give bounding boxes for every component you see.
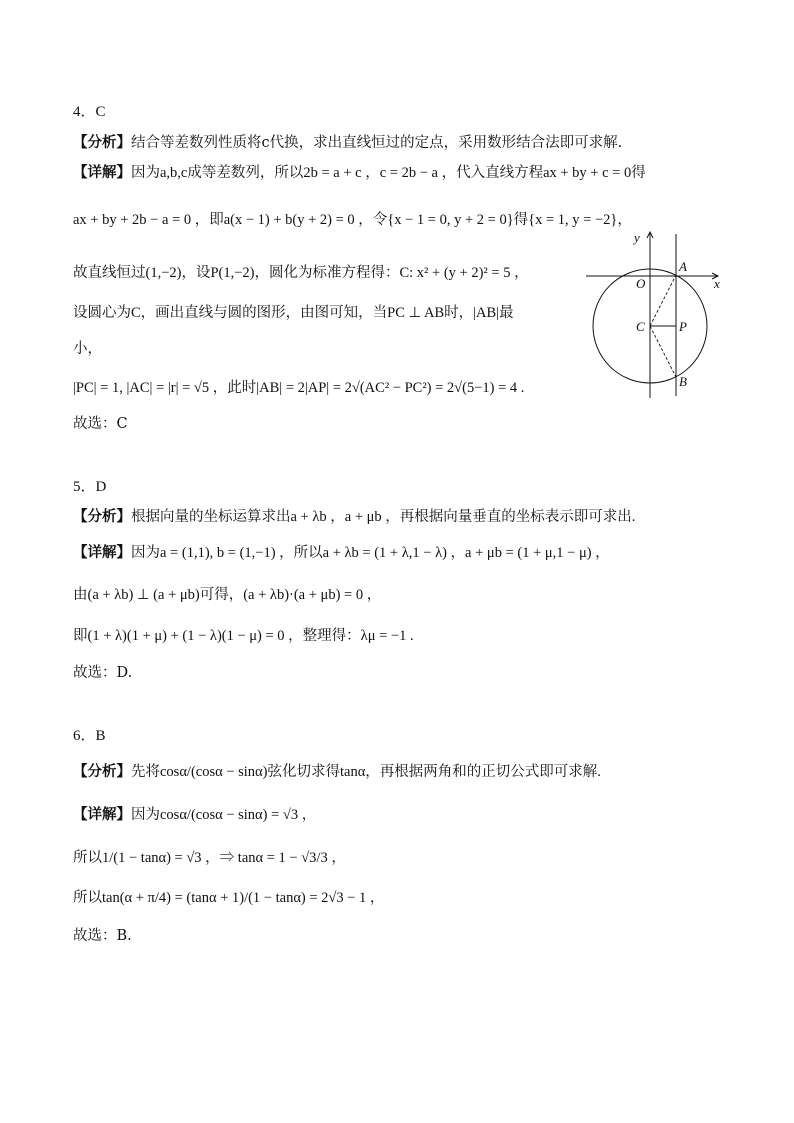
q5-analysis: 根据向量的坐标运算求出a + λb ，a + μb ，再根据向量垂直的坐标表示即可求出. (131, 509, 636, 525)
q6-analysis-tag: 【分析】 (73, 763, 131, 780)
circle-line-figure (580, 228, 760, 398)
q6-detail-1: 因为cosα/(cosα − sinα) = √3 ， (131, 807, 317, 823)
q6-header: 6．B (73, 728, 106, 744)
q6-detail-3: 所以tan(α + π/4) = (tanα + 1)/(1 − tanα) = 2√3 − 1 ， (73, 890, 385, 906)
q6-answer: 故选：B. (73, 928, 132, 944)
q5-analysis-tag: 【分析】 (73, 508, 131, 525)
q6-analysis-line (73, 762, 601, 782)
q6-detail-2: 所以1/(1 − tanα) = √3 ，⇒ tanα = 1 − √3/3 ， (73, 850, 346, 866)
q4-analysis: 结合等差数列性质将c代换，求出直线恒过的定点，采用数形结合法即可求解. (131, 135, 623, 151)
q5-answer: 故选：D. (73, 665, 133, 681)
q4-detail-5: 小， (73, 341, 102, 357)
q4-detail-4: 设圆心为C，画出直线与圆的图形，由图可知，当PC ⊥ AB时，|AB|最 (73, 305, 514, 321)
q4-detail-2: ax + by + 2b − a = 0 ，即a(x − 1) + b(y + 2) = 0 ，令{x − 1 = 0, y + 2 = 0}得{x = 1, y = −2}， (73, 212, 632, 228)
q5-detail-line-1 (73, 543, 610, 563)
q4-header: 4．C (73, 104, 106, 120)
q4-detail-tag: 【详解】 (73, 164, 131, 181)
q4-detail-line-1 (73, 163, 646, 183)
q4-detail-3: 故直线恒过(1,−2)，设P(1,−2)，圆化为标准方程得：C: x² + (y + 2)² = 5 ， (73, 265, 529, 281)
q5-detail-2: 由(a + λb) ⊥ (a + μb)可得，(a + λb)·(a + μb) = 0 ， (73, 587, 382, 603)
label-a: A (679, 259, 687, 274)
q4-answer: 故选：C (73, 416, 128, 432)
q5-header: 5．D (73, 479, 107, 495)
q5-analysis-line (73, 507, 635, 527)
q6-detail-tag: 【详解】 (73, 806, 131, 823)
segment-cb (650, 326, 676, 377)
q4-analysis-line (73, 133, 622, 153)
segment-ca (650, 275, 676, 326)
q4-analysis-tag: 【分析】 (73, 134, 131, 151)
q5-detail-tag: 【详解】 (73, 544, 131, 561)
label-y: y (634, 230, 640, 245)
label-b: B (679, 374, 687, 389)
label-o: O (636, 276, 646, 291)
q4-detail-6: |PC| = 1, |AC| = |r| = √5 ，此时|AB| = 2|AP| = 2√(AC² − PC²) = 2√(5−1) = 4 . (73, 380, 525, 396)
q5-detail-1: 因为a = (1,1), b = (1,−1) ，所以a + λb = (1 + λ,1 − λ) ，a + μb = (1 + μ,1 − μ) ， (131, 545, 610, 561)
q5-detail-3: 即(1 + λ)(1 + μ) + (1 − λ)(1 − μ) = 0 ，整理得：λμ = −1 . (73, 628, 414, 644)
q6-analysis: 先将cosα/(cosα − sinα)弦化切求得tanα，再根据两角和的正切公式即可求解. (131, 764, 601, 780)
label-c: C (636, 319, 645, 334)
q6-detail-line-1 (73, 805, 316, 825)
label-x: x (714, 276, 720, 291)
label-p: P (679, 319, 687, 334)
q4-detail-1: 因为a,b,c成等差数列，所以2b = a + c ，c = 2b − a ，代入直线方程ax + by + c = 0得 (131, 165, 646, 181)
